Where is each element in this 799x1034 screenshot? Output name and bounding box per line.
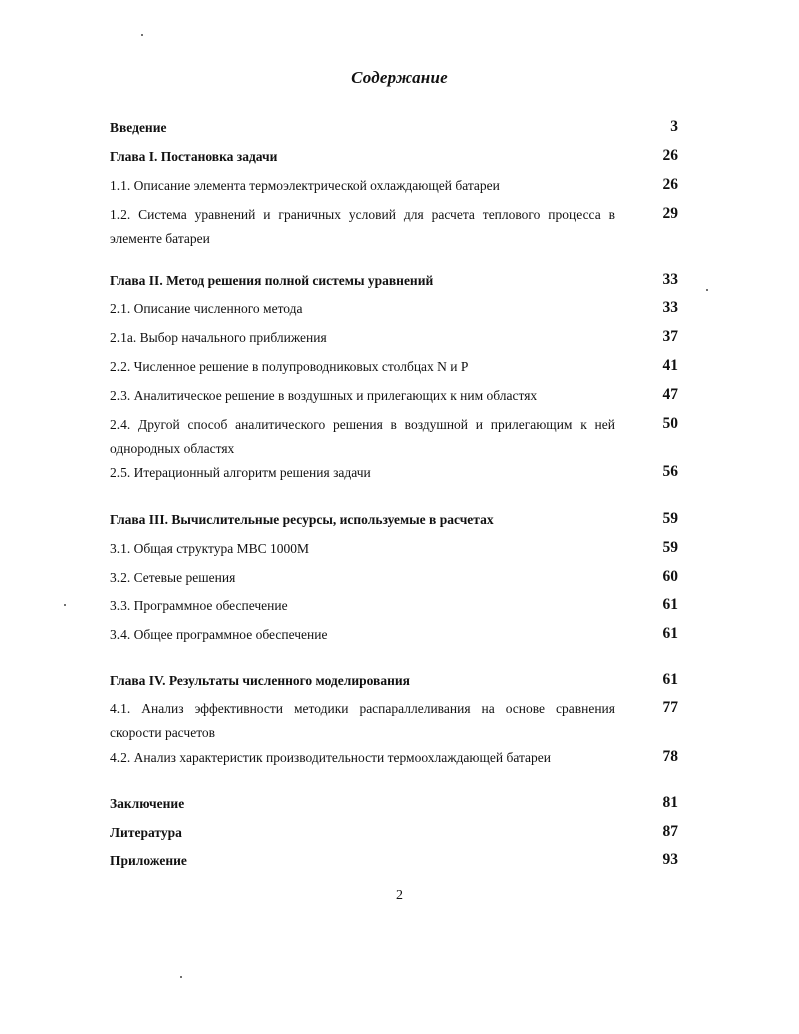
toc-entry-page: 59: [662, 539, 678, 556]
toc-entry-text: 3.3. Программное обеспечение: [110, 598, 288, 613]
toc-entry-page: 29: [662, 205, 678, 222]
toc-entry-text: 2.3. Аналитическое решение в воздушных и прилегающих к ним областях: [110, 388, 538, 403]
toc-entry: [110, 413, 678, 456]
toc-entry-text: Литература: [110, 825, 182, 840]
toc-entry-text: 4.1. Анализ эффективности методики распараллеливания на основе сравнения скорости расчетов: [110, 701, 615, 740]
toc-entry: [110, 746, 678, 766]
toc-entry-text: 2.4. Другой способ аналитического решения в воздушной и прилегающим к ней однородных областях: [110, 417, 615, 456]
toc-entry-text: 3.2. Сетевые решения: [110, 570, 236, 585]
toc-entry-page: 59: [662, 510, 678, 527]
toc-entry-text: Глава III. Вычислительные ресурсы, используемые в расчетах: [110, 512, 494, 527]
toc-entry-page: 41: [662, 357, 678, 374]
toc-entry: [110, 566, 678, 586]
toc-entry-page: 26: [662, 176, 678, 193]
toc-entry-text: Глава IV. Результаты численного моделирования: [110, 673, 410, 688]
scan-speck: [706, 289, 708, 291]
toc-entry-text: Заключение: [110, 796, 185, 811]
toc-entry-text: Приложение: [110, 853, 187, 868]
toc-entry-page: 93: [662, 851, 678, 868]
toc-entry: [110, 594, 678, 614]
toc-entry-text: 2.5. Итерационный алгоритм решения задачи: [110, 465, 371, 480]
toc-entry: [110, 792, 678, 812]
toc-entry-page: 26: [662, 147, 678, 164]
toc-entry: [110, 384, 678, 404]
toc-entry-text: 1.1. Описание элемента термоэлектрической охлаждающей батареи: [110, 178, 500, 193]
toc-entry-page: 78: [662, 748, 678, 765]
toc-entry-page: 77: [662, 699, 678, 716]
toc-entry: [110, 508, 678, 528]
toc-entry: [110, 145, 678, 165]
toc-entry: [110, 821, 678, 841]
toc-entry: [110, 623, 678, 643]
toc-entry-text: 4.2. Анализ характеристик производительности термоохлаждающей батареи: [110, 750, 552, 765]
toc-entry-page: 33: [662, 299, 678, 316]
toc-entry-text: Глава II. Метод решения полной системы уравнений: [110, 273, 434, 288]
toc-entry-page: 47: [662, 386, 678, 403]
scan-speck: [180, 976, 182, 978]
toc-entry: [110, 174, 678, 194]
toc-entry: [110, 849, 678, 869]
toc-entry-page: 33: [662, 271, 678, 288]
scan-speck: [64, 604, 66, 606]
toc-entry-text: 3.4. Общее программное обеспечение: [110, 627, 328, 642]
toc-entry-text: Глава I. Постановка задачи: [110, 149, 278, 164]
toc-entry: [110, 537, 678, 557]
toc-entry-text: Введение: [110, 120, 167, 135]
toc-entry-page: 87: [662, 823, 678, 840]
toc-entry-text: 1.2. Система уравнений и граничных условий для расчета теплового процесса в элементе батареи: [110, 207, 615, 246]
toc-entry-page: 60: [662, 568, 678, 585]
toc-entry-page: 56: [662, 463, 678, 480]
toc-entry: [110, 203, 678, 246]
toc-entry: [110, 355, 678, 375]
toc-entry-page: 61: [662, 625, 678, 642]
toc-entry-page: 3: [670, 118, 678, 135]
toc-entry: [110, 669, 678, 689]
toc-title: Содержание: [351, 68, 448, 87]
toc-entry: [110, 461, 678, 481]
toc-entry-text: 2.2. Численное решение в полупроводниковых столбцах N и P: [110, 359, 469, 374]
toc-entry-text: 2.1. Описание численного метода: [110, 301, 303, 316]
page-number: 2: [396, 888, 403, 903]
toc-entry: [110, 116, 678, 136]
toc-entry-page: 61: [662, 671, 678, 688]
toc-entry-text: 2.1a. Выбор начального приближения: [110, 330, 327, 345]
toc-entry-page: 81: [662, 794, 678, 811]
toc-entry: [110, 297, 678, 317]
toc-entry-page: 50: [662, 415, 678, 432]
toc-entry-page: 37: [662, 328, 678, 345]
toc-entry: [110, 269, 678, 289]
toc-entry: [110, 697, 678, 740]
toc-entry-text: 3.1. Общая структура МВС 1000М: [110, 541, 309, 556]
scan-speck: [141, 34, 143, 36]
toc-entry-page: 61: [662, 596, 678, 613]
toc-entry: [110, 326, 678, 346]
